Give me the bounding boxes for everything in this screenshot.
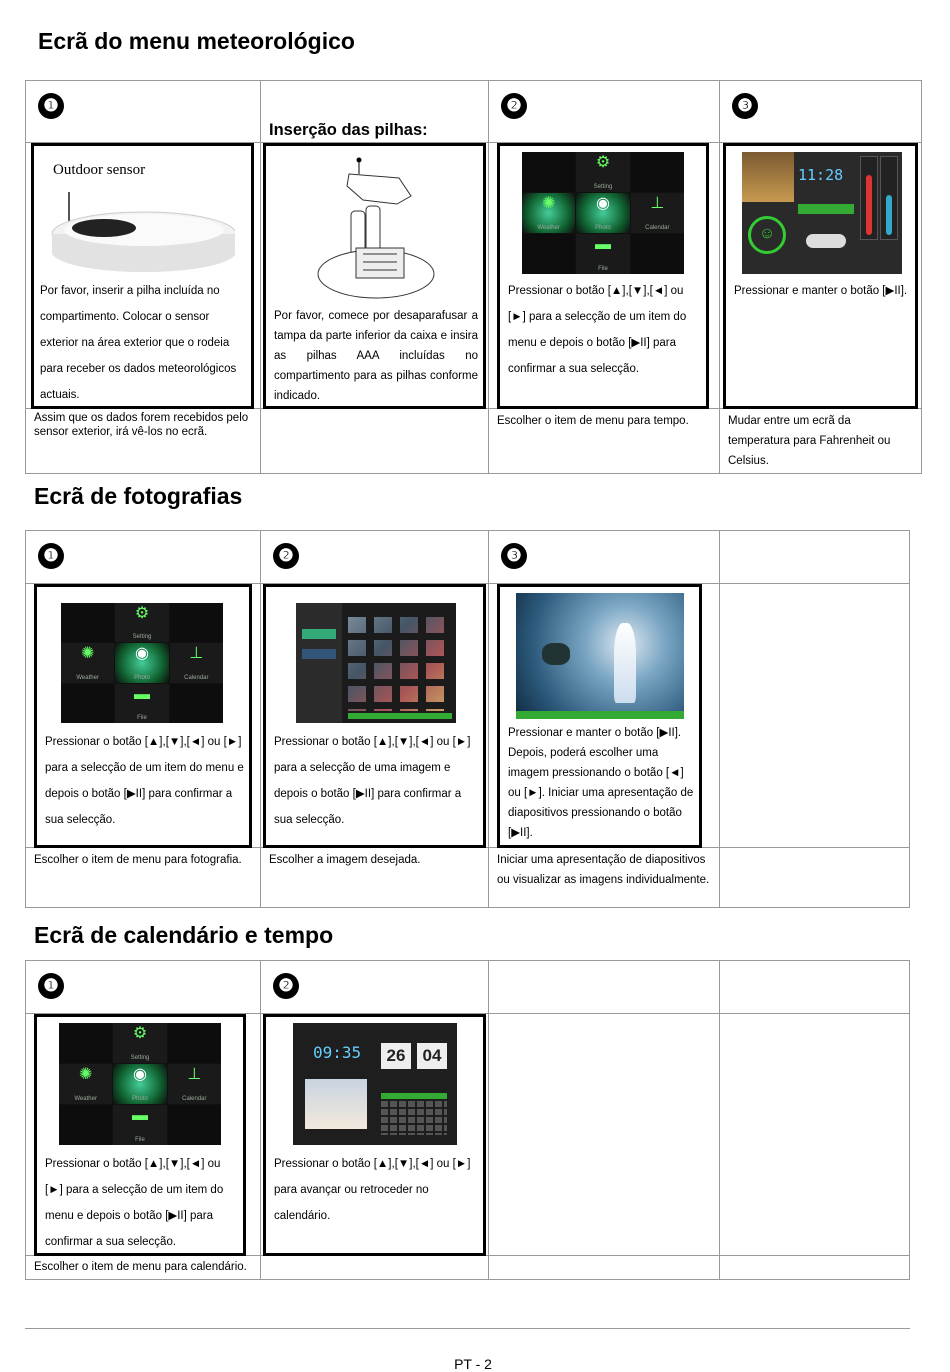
weather-clock: 11:28 <box>798 166 844 184</box>
photo-slideshow-panel <box>497 584 702 848</box>
cal-menu-photo-label: Photo <box>132 1096 148 1102</box>
weather-panel-cell-3 <box>489 143 720 409</box>
menu-photo-label: Photo <box>595 225 611 231</box>
weather-desc-3: Escolher o item de menu para tempo. <box>497 415 689 427</box>
weather-panel-cell-4 <box>720 143 922 409</box>
weather-battery-title-cell <box>261 81 489 143</box>
weather-display-panel <box>723 143 918 409</box>
weather-panel-cell-2 <box>261 143 489 409</box>
cal-weather-icon: ✺ <box>78 1066 93 1083</box>
calendar-display-panel <box>263 1014 486 1256</box>
photo-menu-setting-label: Setting <box>132 634 152 641</box>
calendar-section-title: Ecrã de calendário e tempo <box>34 922 334 948</box>
weather-col4-text: Pressionar e manter o botão [▶II]. <box>734 285 908 297</box>
weather-icon: ✺ <box>541 195 556 212</box>
battery-insertion-title: Inserção das pilhas: <box>269 121 428 139</box>
photo-table <box>25 530 910 908</box>
battery-panel <box>263 143 486 409</box>
weather-num-cell-1 <box>26 81 261 143</box>
photo-folder-icon: ▬ <box>133 685 150 703</box>
cal-folder-icon: ▬ <box>131 1107 148 1124</box>
calendar-icon: ⊥ <box>650 195 665 212</box>
photo-browser-panel <box>263 584 486 848</box>
weather-section-title: Ecrã do menu meteorológico <box>38 28 355 54</box>
weather-panel-cell-1 <box>26 143 261 409</box>
photo-step-number-3: ❸ <box>501 543 527 569</box>
calendar-screen-image <box>293 1023 457 1145</box>
photo-thumbnails-image <box>296 603 456 723</box>
folder-icon: ▬ <box>594 236 611 253</box>
photo-step-number-1: ❶ <box>38 543 64 569</box>
cal-calendar-icon: ⊥ <box>187 1066 202 1083</box>
photo-setting-icon: ⚙ <box>134 605 150 622</box>
calendar-step-number-2: ❷ <box>273 973 299 999</box>
calendar-desc-1: Escolher o item de menu para calendário. <box>34 1261 247 1273</box>
photo-calendar-icon: ⊥ <box>189 645 204 663</box>
weather-display-image <box>742 152 902 274</box>
photo-desc-1: Escolher o item de menu para fotografia. <box>34 854 242 866</box>
camera-icon: ◉ <box>596 195 610 212</box>
cal-setting-icon: ⚙ <box>132 1025 148 1042</box>
weather-col2-text: Por favor, comece por desaparafusar a tampa da parte inferior da caixa e insira as pilhas AAA incluídas no compartimento para as pilhas conforme indicado. <box>274 310 478 402</box>
cal-menu-setting-label: Setting <box>130 1055 150 1061</box>
calendar-col1-text: Pressionar o botão [▲],[▼],[◄] ou [►] para a selecção de um item do menu e depois o botão [▶II] para confirmar a sua selecção. <box>45 1158 224 1248</box>
calendar-menu-panel <box>34 1014 246 1256</box>
setting-icon: ⚙ <box>595 154 611 171</box>
photo-menu-file-label: File <box>137 714 147 721</box>
weather-num-cell-3 <box>720 81 922 143</box>
cal-menu-file-label: File <box>135 1137 145 1143</box>
step-number-3: ❸ <box>732 93 758 119</box>
menu-setting-label: Setting <box>593 184 613 190</box>
photo-menu-weather-label: Weather <box>76 674 99 681</box>
menu-calendar-label: Calendar <box>645 225 670 231</box>
photo-desc-3: Iniciar uma apresentação de diapositivos ou visualizar as imagens individualmente. <box>497 854 710 886</box>
footer-divider <box>25 1328 910 1329</box>
calendar-table <box>25 960 910 1280</box>
photo-weather-icon: ✺ <box>80 645 95 663</box>
calendar-step-number-1: ❶ <box>38 973 64 999</box>
weather-col1-text: Por favor, inserir a pilha incluída no compartimento. Colocar o sensor exterior na área exterior que o rodeia para receber os dados meteorológicos actuais. <box>40 285 237 401</box>
cloud-icon <box>806 234 846 248</box>
photo-step-number-2: ❷ <box>273 543 299 569</box>
menu-screen-image <box>522 152 684 274</box>
photo-camera-icon: ◉ <box>135 645 149 663</box>
cal-menu-calendar-label: Calendar <box>182 1096 207 1102</box>
menu-file-label: File <box>598 266 608 272</box>
photo-desc-2: Escolher a imagem desejada. <box>269 854 421 866</box>
battery-diagram-image <box>311 156 441 301</box>
photo-section-title: Ecrã de fotografias <box>34 483 243 509</box>
photo-menu-calendar-label: Calendar <box>184 674 209 681</box>
weather-desc-1: Assim que os dados forem recebidos pelo sensor exterior, irá vê-los no ecrã. <box>34 412 249 438</box>
weather-num-cell-2 <box>489 81 720 143</box>
weather-col3-text: Pressionar o botão [▲],[▼],[◄] ou [►] para a selecção de um item do menu e depois o botão [▶II] para confirmar a sua selecção. <box>508 285 687 375</box>
weather-menu-panel <box>497 143 709 409</box>
photo-menu-screen-image <box>61 603 223 723</box>
outdoor-sensor-image <box>49 152 235 274</box>
calendar-clock: 09:35 <box>313 1043 362 1062</box>
calendar-day: 26 <box>381 1043 411 1069</box>
calendar-col2-text: Pressionar o botão [▲],[▼],[◄] ou [►] para avançar ou retroceder no calendário. <box>274 1158 471 1222</box>
weather-desc-4: Mudar entre um ecrã da temperatura para Fahrenheit ou Celsius. <box>728 415 891 467</box>
photo-menu-photo-label: Photo <box>134 674 150 681</box>
photo-col2-text: Pressionar o botão [▲],[▼],[◄] ou [►] para a selecção de uma imagem e depois o botão [▶II] para confirmar a sua selecção. <box>274 736 471 826</box>
step-number-1: ❶ <box>38 93 64 119</box>
step-number-2: ❷ <box>501 93 527 119</box>
menu-weather-label: Weather <box>537 225 560 231</box>
cal-camera-icon: ◉ <box>133 1066 147 1083</box>
smiley-icon: ☺ <box>748 216 786 254</box>
photo-col1-text: Pressionar o botão [▲],[▼],[◄] ou [►] para a selecção de um item do menu e depois o botão [▶II] para confirmar a sua selecção. <box>45 736 244 826</box>
weather-table <box>25 80 922 474</box>
outdoor-sensor-label: Outdoor sensor <box>53 162 146 178</box>
cal-menu-weather-label: Weather <box>74 1096 97 1102</box>
outdoor-sensor-panel <box>31 143 254 409</box>
photo-col3-text: Pressionar e manter o botão [▶II]. Depois, poderá escolher uma imagem pressionando o botão [◄] ou [►]. Iniciar uma apresentação de diapositivos pressionando o botão [▶II]. <box>508 727 694 839</box>
calendar-menu-screen-image <box>59 1023 221 1145</box>
page-number: PT - 2 <box>454 1356 492 1372</box>
slideshow-image <box>516 593 684 719</box>
photo-menu-panel <box>34 584 252 848</box>
calendar-month: 04 <box>417 1043 447 1069</box>
